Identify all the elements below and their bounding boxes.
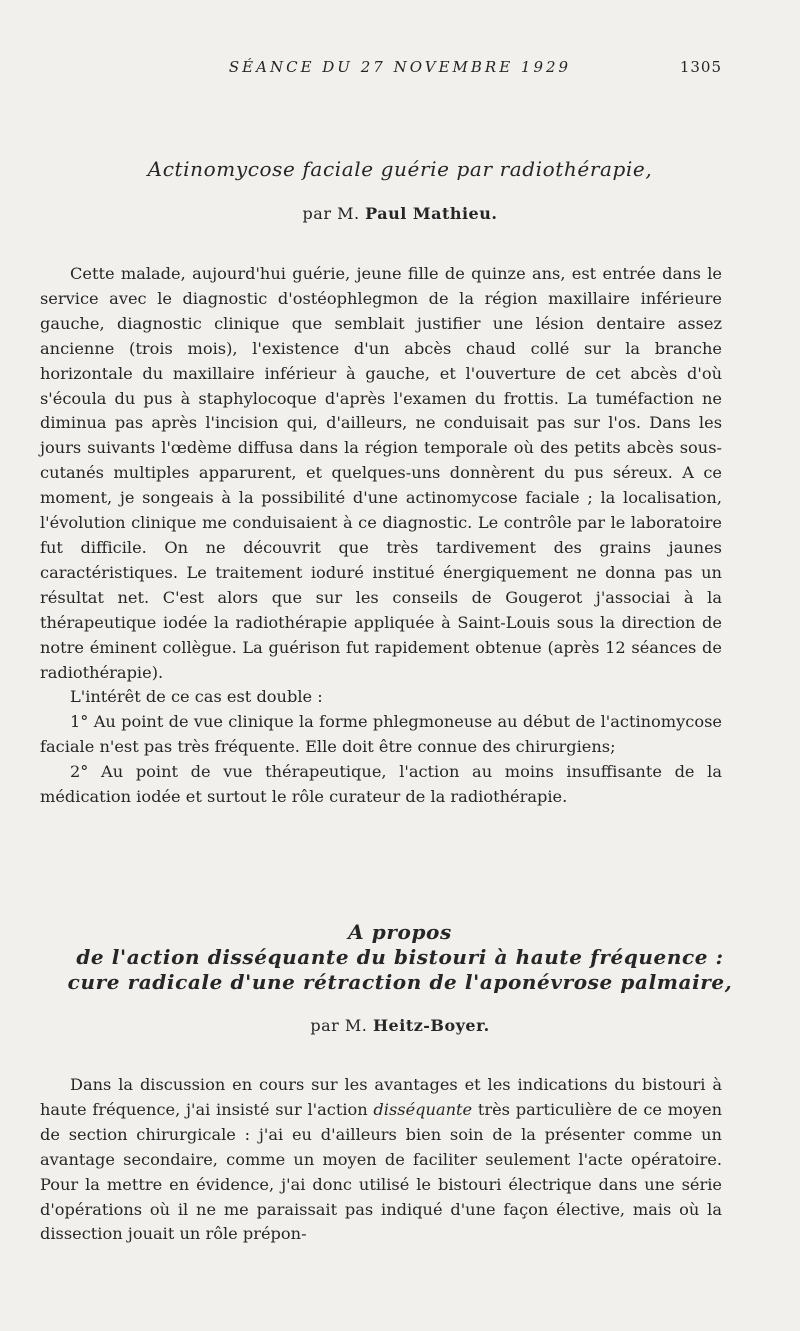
paragraph-text: Dans la discussion en cours sur les avantages et les indications du bistouri à haute fréquence, j'ai insisté sur l'action bbox=[40, 1075, 722, 1119]
author-name: Paul Mathieu. bbox=[365, 204, 498, 223]
article-1-title: Actinomycose faciale guérie par radiothérapie, bbox=[147, 157, 653, 181]
article-2-title-line-3: cure radicale d'une rétraction de l'aponévrose palmaire, bbox=[67, 970, 733, 994]
running-header bbox=[0, 58, 800, 82]
paragraph: Cette malade, aujourd'hui guérie, jeune fille de quinze ans, est entrée dans le service avec le diagnostic d'ostéophlegmon de la région maxillaire inférieure gauche, diagnostic clinique que semblait justifier une lésion dentaire assez ancienne (trois mois), l'existence d'un abcès chaud collé sur la branche horizontale du maxillaire inférieur à gauche, et l'ouverture de cet abcès d'où s'écoula du pus à staphylocoque d'après l'examen du frottis. La tuméfaction ne diminua pas après l'incision qui, d'ailleurs, ne conduisait pas sur l'os. Dans les jours suivants l'œdème diffusa dans la région temporale où des petits abcès sous-cutanés multiples apparurent, et quelques-uns donnèrent du pus séreux. A ce moment, je songeais à la possibilité d'une actinomycose faciale ; la localisation, l'évolution clinique me conduisaient à ce diagnostic. Le contrôle par le laboratoire fut difficile. On ne découvrit que très tardivement des grains jaunes caractéristiques. Le traitement ioduré institué énergiquement ne donna pas un résultat net. C'est alors que sur les conseils de Gougerot j'associai à la thérapeutique iodée la radiothérapie appliquée à Saint-Louis sous la direction de notre éminent collègue. La guérison fut rapidement obtenue (après 12 séances de radiothérapie). bbox=[40, 264, 722, 682]
italic-term: disséquante bbox=[373, 1099, 473, 1119]
paragraph: 2° Au point de vue thérapeutique, l'action au moins insuffisante de la médication iodée et surtout le rôle curateur de la radiothérapie. bbox=[40, 762, 722, 807]
byline-prefix: par M. bbox=[302, 204, 360, 223]
article-2-byline bbox=[40, 1016, 760, 1035]
byline-prefix: par M. bbox=[310, 1016, 368, 1035]
article-2-title-line-1: A propos bbox=[348, 920, 452, 944]
page-number: 1305 bbox=[679, 58, 722, 76]
article-2-body bbox=[40, 1073, 722, 1247]
paragraph: L'intérêt de ce cas est double : bbox=[70, 687, 323, 707]
paragraph-text: très particulière de ce moyen de section chirurgicale : j'ai eu d'ailleurs bien soin de la présenter comme un avantage secondaire, comme un moyen de faciliter seulement l'acte opératoire. Pour la mettre en évidence, j'ai donc utilisé le bistouri électrique dans une série d'opérations où il ne me paraissait pas indiqué d'une façon élective, mais où la dissection jouait un rôle prépon- bbox=[40, 1099, 722, 1244]
running-title: SÉANCE DU 27 NOVEMBRE 1929 bbox=[228, 58, 572, 76]
article-1-body bbox=[40, 262, 722, 810]
paragraph: 1° Au point de vue clinique la forme phlegmoneuse au début de l'actinomycose faciale n'est pas très fréquente. Elle doit être connue des chirurgiens; bbox=[40, 712, 722, 757]
author-name: Heitz-Boyer. bbox=[372, 1016, 490, 1035]
paragraph bbox=[40, 1073, 722, 1247]
article-1-byline bbox=[40, 204, 760, 223]
article-2-title-line-2: de l'action disséquante du bistouri à haute fréquence : bbox=[76, 945, 724, 969]
